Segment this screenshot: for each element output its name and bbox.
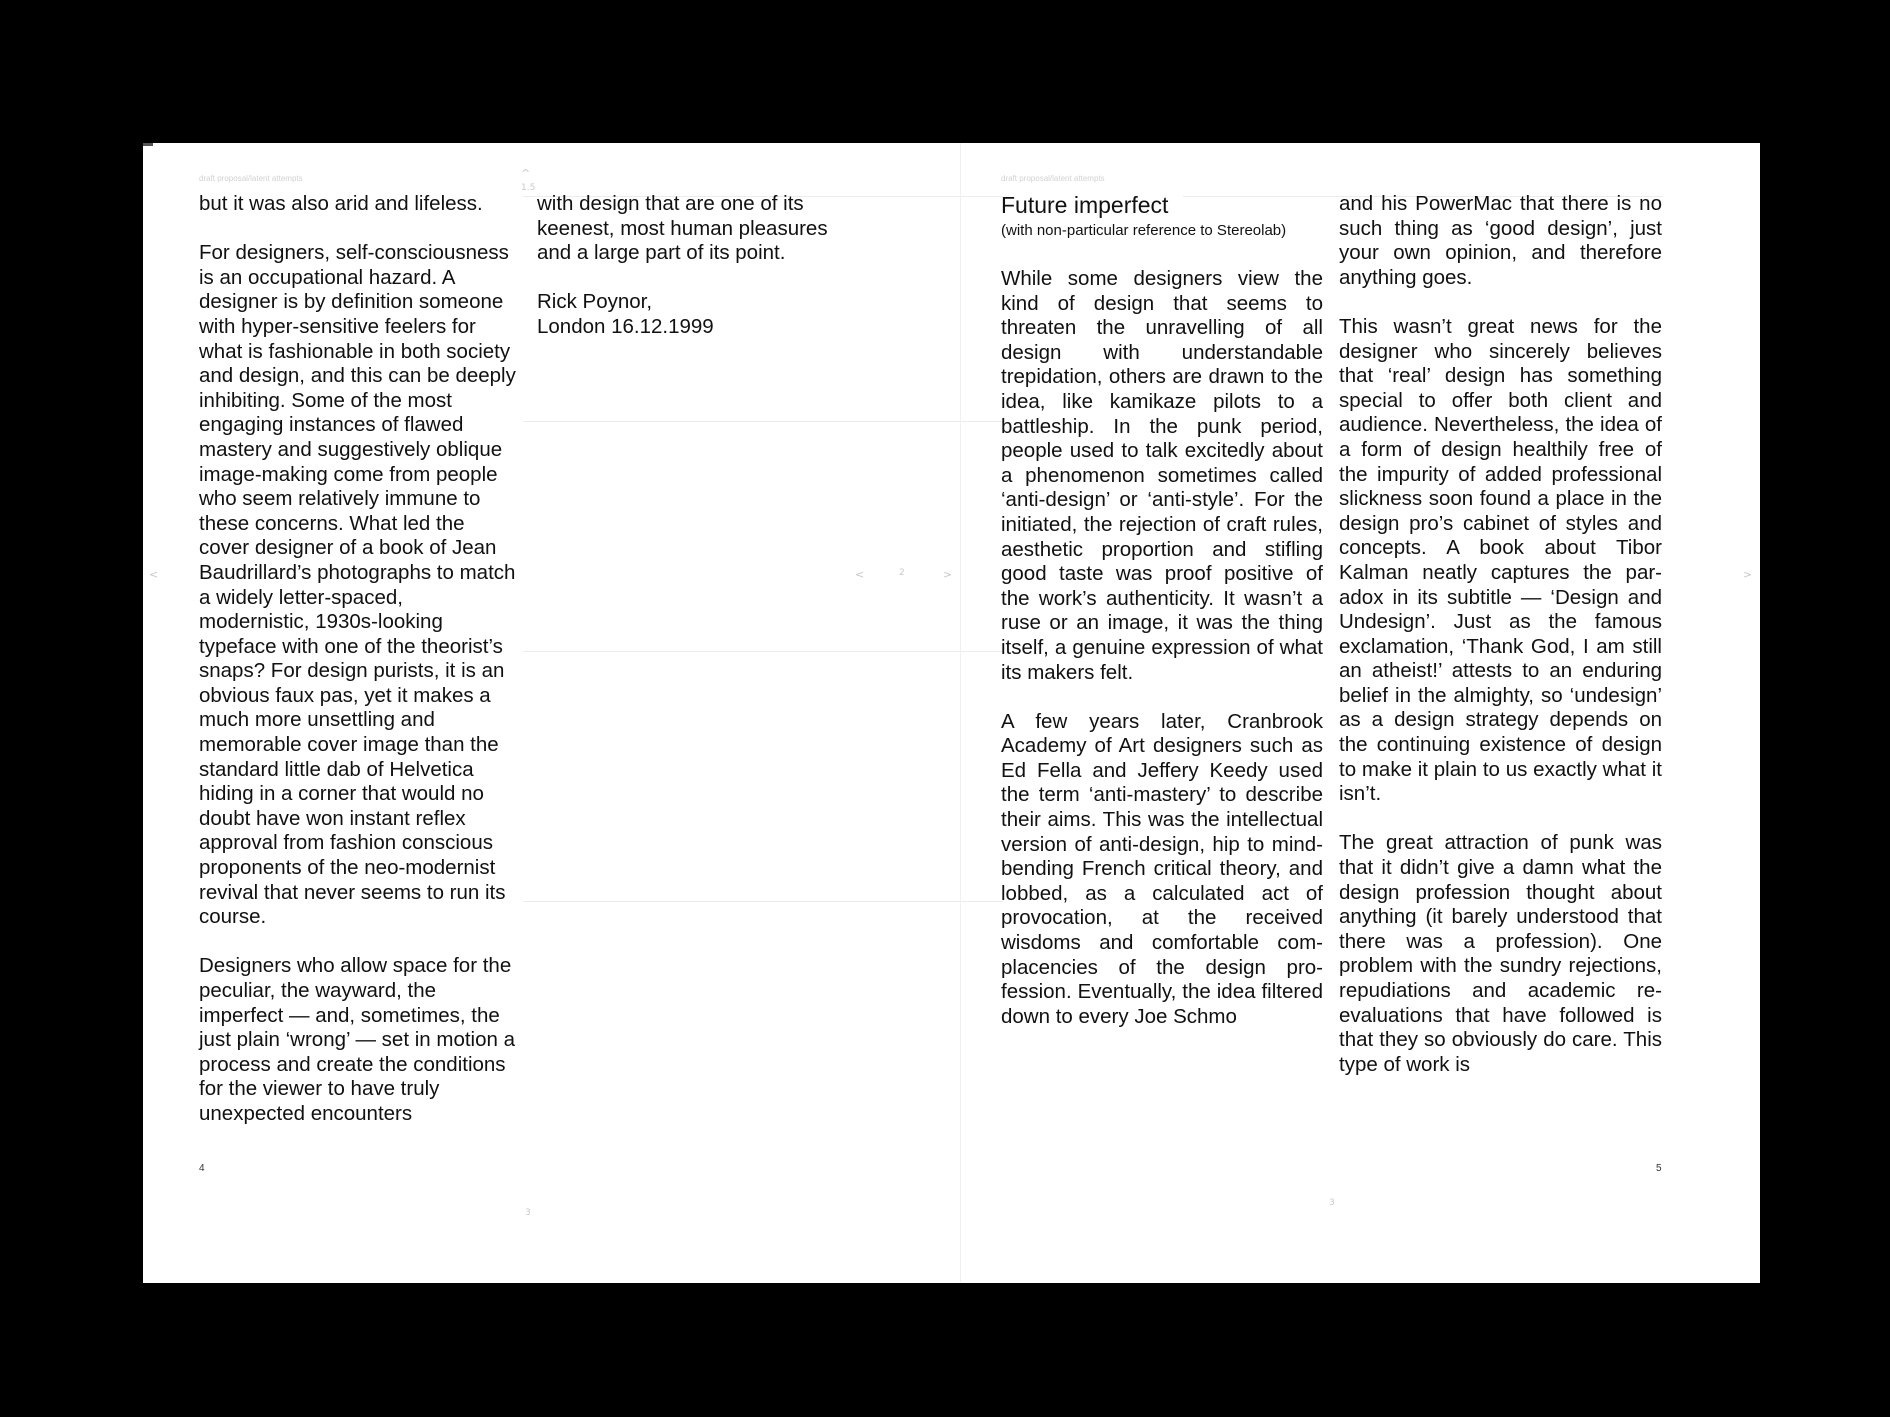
grid-tick: 1.5 — [521, 183, 536, 193]
running-head-right: draft proposal/latent attempts — [1001, 174, 1105, 183]
grid-line — [523, 651, 1003, 652]
running-head-left: draft proposal/latent attempts — [199, 174, 303, 183]
grid-number: 2 — [899, 568, 905, 578]
left-page-column-2 — [537, 192, 857, 340]
grid-line — [523, 421, 1003, 422]
right-page-column-2 — [1339, 192, 1662, 1077]
grid-marker-up: ^ — [521, 167, 531, 180]
nav-arrow-right-icon: > — [1743, 568, 1753, 581]
article-title: Future imperfect — [1001, 192, 1169, 218]
paragraph: and his PowerMac that there is no such thing as ‘good design’, just your own opinion, and therefore anything goes. — [1339, 192, 1662, 289]
page-number-left: 4 — [199, 1163, 205, 1174]
paragraph: A few years later, Cranbrook Academy of Art designers such as Ed Fella and Jeffery Keedy used the term ‘anti-mastery’ to describe their aims. This was the intellectual version of anti-design, hip to mind-bending French critical theory, and lobbed, as a calculated act of provocation, at the received wisdoms and comfortable complacencies of the design profession. Eventually, the idea filtered down to every Joe Schmo — [1001, 709, 1323, 1028]
nav-arrow-left-icon: < — [149, 568, 159, 581]
crop-mark — [143, 143, 153, 146]
paragraph: with design that are one of its keenest, most human pleasures and a large part of its point. — [537, 192, 828, 265]
grid-number: 3 — [1329, 1198, 1335, 1208]
gutter-line — [960, 143, 961, 1283]
signature-place-date: London 16.12.1999 — [537, 314, 714, 338]
paragraph: Designers who allow space for the peculiar, the wayward, the imperfect — and, sometimes, the just plain ‘wrong’ — set in motion a process and create the conditions for the viewer to have truly unexpected encounters — [199, 954, 515, 1125]
paragraph: The great attraction of punk was that it didn’t give a damn what the design profession thought about anything (it barely understood that there was a profession). One problem with the sundry rejections, repudiations and academic re-evaluations that have followed is that they so obviously do care. This type of work is — [1339, 831, 1662, 1076]
paragraph: This wasn’t great news for the designer who sincerely believes that ‘real’ design has something special to offer both client and audience. Nevertheless, the idea of a form of design healthily free of the impurity of added professional slickness soon found a place in the design pro’s cabinet of styles and concepts. A book about Tibor Kalman neatly captures the paradox in its subtitle — ‘Design and Undesign’. Just as the famous exclamation, ‘Thank God, I am still an atheist!’ attests to an enduring belief in the almighty, so ‘undesign’ as a design strategy depends on the continuing existence of design to make it plain to us exactly what it isn’t. — [1339, 314, 1662, 806]
signature-name: Rick Poynor, — [537, 290, 653, 314]
paragraph: but it was also arid and lifeless. — [199, 192, 483, 215]
right-page-column-1 — [1001, 192, 1323, 1029]
grid-number: 3 — [525, 1208, 531, 1218]
book-spread — [143, 143, 1760, 1283]
paragraph: While some designers view the kind of design that seems to threaten the unravelling of all design with understandable trepidation, others are drawn to the idea, like kamikaze pilots to a battleship. In the punk period, people used to talk excitedly about a phenomenon sometimes called ‘anti-design’ or ‘anti-style’. For the initiated, the rejection of craft rules, aesthetic proportion and stifling good taste was proof positive of the work’s authenticity. It wasn’t a ruse or an image, it was the thing itself, a genuine expression of what its makers felt. — [1001, 267, 1323, 684]
paragraph: For designers, self-consciousness is an occupational hazard. A designer is by definition someone with hyper-sensitive feelers for what is fashionable in both society and design, and this can be deeply inhibiting. Some of the most engaging instances of flawed mastery and suggestively oblique image-making come from people who seem relatively immune to these concerns. What led the cover designer of a book of Jean Baudrillard’s photographs to match a widely letter-spaced, modernistic, 1930s-looking typeface with one of the theorist’s snaps? For design purists, it is an obvious faux pas, yet it makes a much more unsettling and memorable cover image than the standard little dab of Helvetica hiding in a corner that would no doubt have won instant reflex approval from fashion conscious proponents of the neo-modernist revival that never seems to run its course. — [199, 241, 516, 929]
page-number-right: 5 — [1656, 1163, 1662, 1174]
nav-arrow-left-icon: < — [855, 568, 865, 581]
nav-arrow-right-icon: > — [943, 568, 953, 581]
grid-line — [523, 901, 1003, 902]
article-subtitle: (with non-particular reference to Stereolab) — [1001, 222, 1287, 239]
left-page-column-1 — [199, 192, 519, 1127]
